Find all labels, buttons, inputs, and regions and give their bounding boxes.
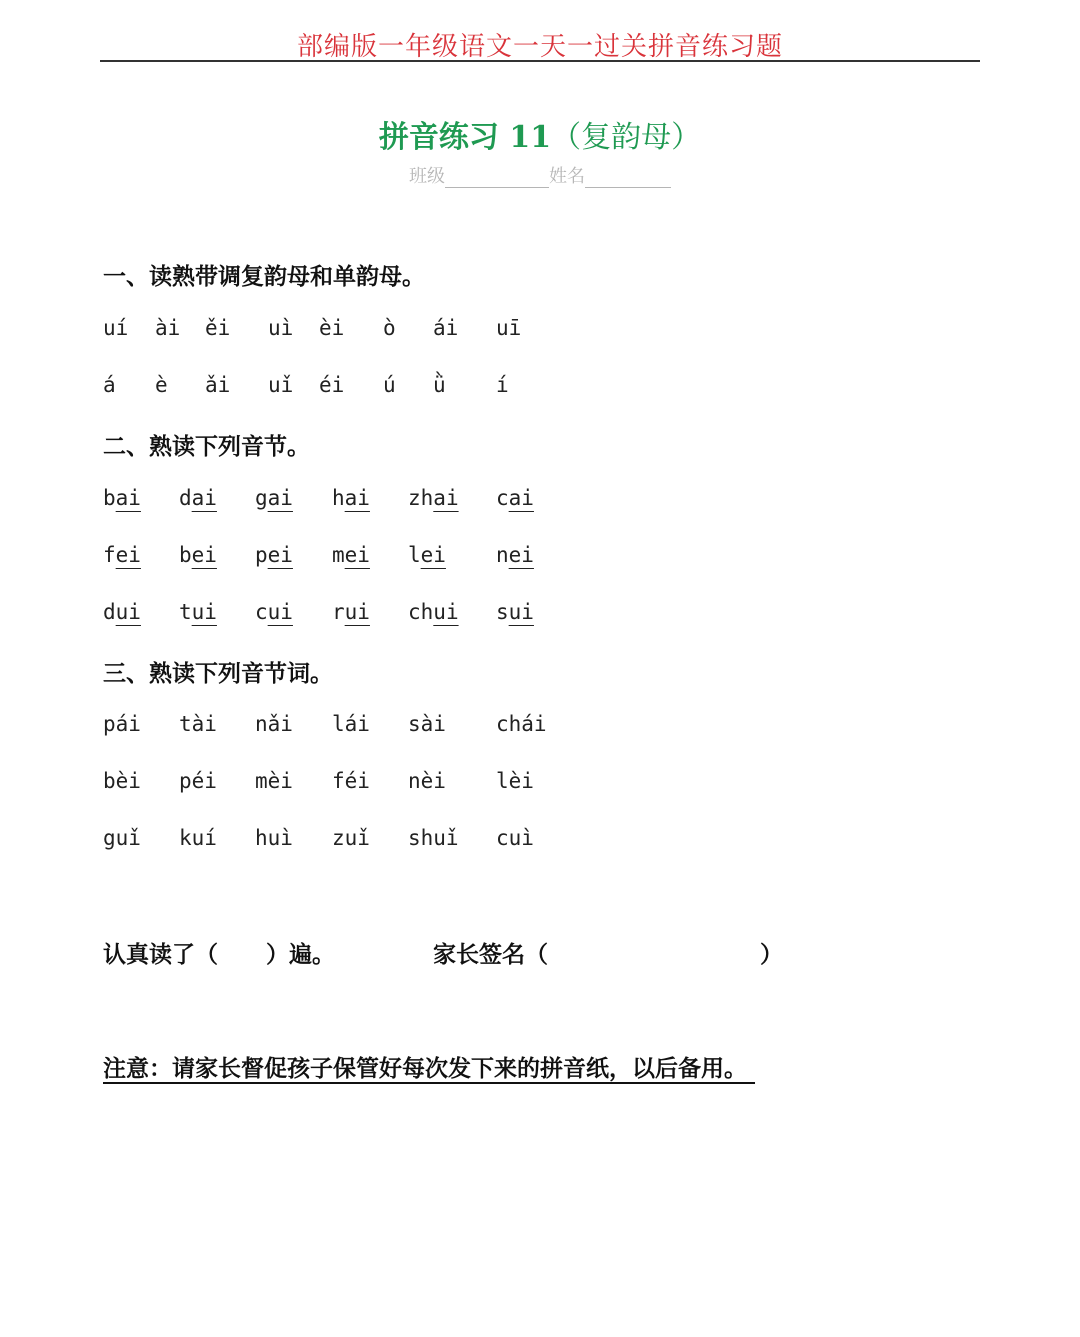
syllable-final-underlined: ui: [433, 600, 459, 624]
syllable-final-underlined: ui: [267, 600, 293, 624]
read-count-line: 认真读了（ ）遍。: [103, 942, 336, 968]
syllable-final-underlined: ui: [115, 600, 141, 624]
syllable-final-underlined: ai: [433, 486, 459, 510]
pinyin-syllable: lái: [332, 712, 370, 736]
syllable-initial: p: [255, 543, 268, 567]
syllable-initial: d: [103, 600, 116, 624]
syllable-final-underlined: ui: [508, 600, 534, 624]
pinyin-syllable: cuì: [496, 826, 534, 850]
pinyin-syllable: ǜ: [433, 373, 446, 397]
title-sub: （复韵母）: [551, 120, 702, 155]
pinyin-syllable: mèi: [255, 769, 293, 793]
parent-signature-line: [433, 936, 783, 969]
pinyin-syllable: uī: [496, 316, 522, 340]
pinyin-syllable: è: [155, 373, 168, 397]
sign-close: ）: [760, 942, 783, 968]
syllable-initial: d: [179, 486, 192, 510]
pinyin-syllable: [255, 543, 293, 567]
pinyin-syllable: guǐ: [103, 826, 141, 850]
pinyin-syllable: [496, 486, 534, 510]
syllable-final-underlined: ei: [420, 543, 446, 567]
syllable-initial: l: [408, 543, 421, 567]
sign-label: 家长签名（: [433, 942, 548, 968]
pinyin-syllable: sài: [408, 712, 446, 736]
pinyin-syllable: shuǐ: [408, 826, 459, 850]
pinyin-syllable: [496, 600, 534, 624]
syllable-final-underlined: ai: [115, 486, 141, 510]
pinyin-syllable: ǎi: [205, 373, 231, 397]
pinyin-syllable: [103, 486, 141, 510]
class-name-line: [0, 162, 1080, 188]
section2-heading: 二、熟读下列音节。: [103, 434, 310, 460]
pinyin-syllable: bèi: [103, 769, 141, 793]
syllable-initial: n: [496, 543, 509, 567]
pinyin-syllable: ái: [433, 316, 459, 340]
pinyin-syllable: [103, 600, 141, 624]
syllable-initial: r: [332, 600, 345, 624]
syllable-initial: s: [496, 600, 509, 624]
syllable-final-underlined: ai: [191, 486, 217, 510]
pinyin-syllable: féi: [332, 769, 370, 793]
syllable-initial: t: [179, 600, 192, 624]
pinyin-syllable: èi: [319, 316, 345, 340]
worksheet-title: [0, 112, 1080, 156]
pinyin-syllable: [332, 486, 370, 510]
pinyin-syllable: nǎi: [255, 712, 293, 736]
syllable-final-underlined: ei: [508, 543, 534, 567]
syllable-initial: m: [332, 543, 345, 567]
syllable-initial: g: [255, 486, 268, 510]
pinyin-syllable: [179, 543, 217, 567]
name-blank: [585, 169, 671, 188]
name-label: 姓名: [549, 166, 585, 187]
syllable-final-underlined: ai: [344, 486, 370, 510]
pinyin-syllable: huì: [255, 826, 293, 850]
pinyin-syllable: [332, 543, 370, 567]
pinyin-syllable: chái: [496, 712, 547, 736]
pinyin-syllable: [179, 600, 217, 624]
pinyin-syllable: [255, 600, 293, 624]
pinyin-syllable: [496, 543, 534, 567]
pinyin-syllable: tài: [179, 712, 217, 736]
title-main: 拼音练习 11: [378, 120, 552, 155]
syllable-final-underlined: ei: [191, 543, 217, 567]
syllable-final-underlined: ui: [191, 600, 217, 624]
syllable-initial: f: [103, 543, 116, 567]
header-divider: [100, 60, 980, 62]
pinyin-syllable: uǐ: [268, 373, 294, 397]
pinyin-syllable: uí: [103, 316, 129, 340]
pinyin-syllable: péi: [179, 769, 217, 793]
pinyin-syllable: ò: [383, 316, 396, 340]
pinyin-syllable: [408, 543, 446, 567]
syllable-final-underlined: ei: [267, 543, 293, 567]
syllable-final-underlined: ei: [115, 543, 141, 567]
syllable-initial: b: [179, 543, 192, 567]
pinyin-syllable: zuǐ: [332, 826, 370, 850]
pinyin-syllable: kuí: [179, 826, 217, 850]
pinyin-syllable: [255, 486, 293, 510]
pinyin-syllable: pái: [103, 712, 141, 736]
section3-heading: 三、熟读下列音节词。: [103, 661, 333, 687]
syllable-final-underlined: ai: [267, 486, 293, 510]
header-title: 部编版一年级语文一天一过关拼音练习题: [296, 32, 783, 62]
pinyin-syllable: éi: [319, 373, 345, 397]
pinyin-syllable: ài: [155, 316, 181, 340]
syllable-initial: b: [103, 486, 116, 510]
pinyin-syllable: uì: [268, 316, 294, 340]
syllable-final-underlined: ui: [344, 600, 370, 624]
section1-heading: 一、读熟带调复韵母和单韵母。: [103, 264, 425, 290]
pinyin-syllable: [408, 600, 459, 624]
pinyin-syllable: lèi: [496, 769, 534, 793]
pinyin-syllable: á: [103, 373, 116, 397]
syllable-initial: c: [496, 486, 509, 510]
pinyin-syllable: í: [496, 373, 509, 397]
pinyin-syllable: [332, 600, 370, 624]
pinyin-syllable: nèi: [408, 769, 446, 793]
pinyin-syllable: [408, 486, 459, 510]
syllable-final-underlined: ai: [508, 486, 534, 510]
pinyin-syllable: [103, 543, 141, 567]
pinyin-syllable: [179, 486, 217, 510]
parent-note: 注意：请家长督促孩子保管好每次发下来的拼音纸，以后备用。: [103, 1056, 756, 1082]
class-blank: [445, 169, 549, 188]
pinyin-syllable: ú: [383, 373, 396, 397]
syllable-initial: zh: [408, 486, 434, 510]
syllable-initial: c: [255, 600, 268, 624]
class-label: 班级: [409, 166, 445, 187]
syllable-final-underlined: ei: [344, 543, 370, 567]
syllable-initial: h: [332, 486, 345, 510]
pinyin-syllable: ěi: [205, 316, 231, 340]
syllable-initial: ch: [408, 600, 434, 624]
